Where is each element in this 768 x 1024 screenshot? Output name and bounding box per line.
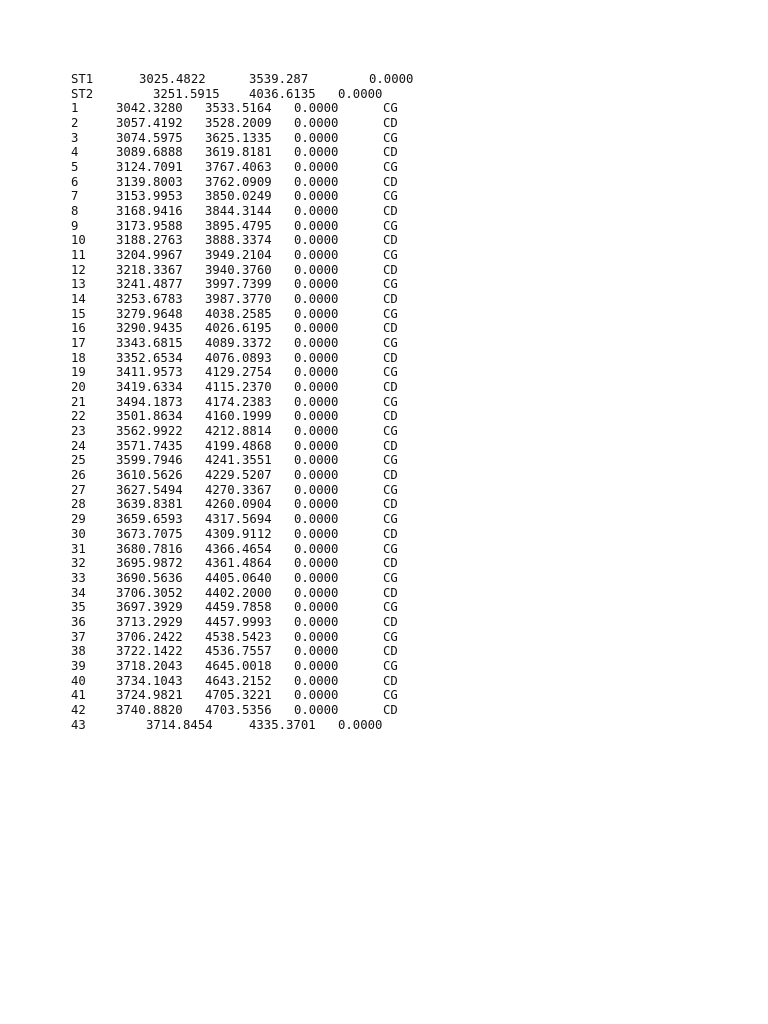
point-z: 0.0000 bbox=[294, 570, 339, 585]
point-code: CG bbox=[383, 101, 398, 116]
point-id: 5 bbox=[71, 160, 79, 175]
point-code: CG bbox=[383, 453, 398, 468]
point-y: 4260.0904 bbox=[205, 497, 272, 512]
point-z: 0.0000 bbox=[294, 688, 339, 703]
point-x: 3253.6783 bbox=[116, 292, 183, 307]
point-row bbox=[71, 336, 491, 351]
point-row bbox=[71, 277, 491, 292]
point-x: 3610.5626 bbox=[116, 468, 183, 483]
point-y: 3850.0249 bbox=[205, 189, 272, 204]
point-y: 4703.5356 bbox=[205, 702, 272, 717]
point-z: 0.0000 bbox=[294, 248, 339, 263]
point-x: 3706.2422 bbox=[116, 629, 183, 644]
point-code: CG bbox=[383, 365, 398, 380]
point-x: 3218.3367 bbox=[116, 262, 183, 277]
point-id: 40 bbox=[71, 673, 86, 688]
point-z: 0.0000 bbox=[294, 306, 339, 321]
point-id: 41 bbox=[71, 688, 86, 703]
point-y: 4076.0893 bbox=[205, 350, 272, 365]
point-z: 0.0000 bbox=[294, 585, 339, 600]
point-id: 23 bbox=[71, 424, 86, 439]
point-z: 0.0000 bbox=[294, 321, 339, 336]
point-code: CD bbox=[383, 644, 398, 659]
point-row bbox=[71, 703, 491, 718]
point-x: 3074.5975 bbox=[116, 130, 183, 145]
point-code: CD bbox=[383, 262, 398, 277]
point-row bbox=[71, 101, 491, 116]
point-code: CD bbox=[383, 585, 398, 600]
point-y: 4038.2585 bbox=[205, 306, 272, 321]
point-z: 0.0000 bbox=[294, 644, 339, 659]
point-y: 4212.8814 bbox=[205, 424, 272, 439]
point-id: 38 bbox=[71, 644, 86, 659]
point-y: 4459.7858 bbox=[205, 600, 272, 615]
point-x: 3124.7091 bbox=[116, 160, 183, 175]
point-x: 3713.2929 bbox=[116, 614, 183, 629]
point-code: CD bbox=[383, 556, 398, 571]
station-row bbox=[71, 72, 491, 87]
point-row bbox=[71, 674, 491, 689]
station-id: ST1 bbox=[71, 72, 94, 86]
point-z: 0.0000 bbox=[338, 717, 383, 732]
point-x: 3343.6815 bbox=[116, 336, 183, 351]
point-z: 0.0000 bbox=[294, 189, 339, 204]
point-id: 33 bbox=[71, 570, 86, 585]
point-id: 7 bbox=[71, 189, 79, 204]
point-code: CG bbox=[383, 482, 398, 497]
point-row bbox=[71, 131, 491, 146]
point-x: 3168.9416 bbox=[116, 204, 183, 219]
point-z: 0.0000 bbox=[294, 438, 339, 453]
station-x: 3251.5915 bbox=[153, 86, 220, 101]
point-row bbox=[71, 630, 491, 645]
point-row bbox=[71, 160, 491, 175]
point-code: CG bbox=[383, 512, 398, 527]
point-id: 2 bbox=[71, 116, 79, 131]
point-id: 18 bbox=[71, 350, 86, 365]
point-code: CG bbox=[383, 570, 398, 585]
point-x: 3680.7816 bbox=[116, 541, 183, 556]
point-row bbox=[71, 556, 491, 571]
point-id: 1 bbox=[71, 101, 79, 116]
point-code: CG bbox=[383, 541, 398, 556]
point-row bbox=[71, 497, 491, 512]
point-z: 0.0000 bbox=[294, 556, 339, 571]
point-z: 0.0000 bbox=[294, 409, 339, 424]
point-x: 3571.7435 bbox=[116, 438, 183, 453]
point-x: 3057.4192 bbox=[116, 116, 183, 131]
point-id: 6 bbox=[71, 174, 79, 189]
point-code: CG bbox=[383, 336, 398, 351]
point-x: 3042.3280 bbox=[116, 101, 183, 116]
point-y: 4317.5694 bbox=[205, 512, 272, 527]
point-x: 3724.9821 bbox=[116, 688, 183, 703]
point-row bbox=[71, 468, 491, 483]
point-code: CG bbox=[383, 394, 398, 409]
point-id: 28 bbox=[71, 497, 86, 512]
point-id: 3 bbox=[71, 130, 79, 145]
point-code: CG bbox=[383, 218, 398, 233]
point-y: 3895.4795 bbox=[205, 218, 272, 233]
point-y: 4705.3221 bbox=[205, 688, 272, 703]
point-id: 13 bbox=[71, 277, 86, 292]
point-z: 0.0000 bbox=[294, 336, 339, 351]
point-y: 4402.2000 bbox=[205, 585, 272, 600]
point-id: 19 bbox=[71, 365, 86, 380]
point-z: 0.0000 bbox=[294, 468, 339, 483]
point-z: 0.0000 bbox=[294, 380, 339, 395]
point-y: 4538.5423 bbox=[205, 629, 272, 644]
point-y: 4160.1999 bbox=[205, 409, 272, 424]
point-id: 29 bbox=[71, 512, 86, 527]
point-row bbox=[71, 409, 491, 424]
point-id: 30 bbox=[71, 526, 86, 541]
point-code: CG bbox=[383, 600, 398, 615]
point-row bbox=[71, 365, 491, 380]
point-code: CG bbox=[383, 306, 398, 321]
point-x: 3139.8003 bbox=[116, 174, 183, 189]
point-z: 0.0000 bbox=[294, 233, 339, 248]
point-x: 3722.1422 bbox=[116, 644, 183, 659]
point-x: 3279.9648 bbox=[116, 306, 183, 321]
point-z: 0.0000 bbox=[294, 262, 339, 277]
point-row bbox=[71, 380, 491, 395]
station-x: 3025.4822 bbox=[139, 72, 206, 86]
point-z: 0.0000 bbox=[294, 292, 339, 307]
point-y: 4361.4864 bbox=[205, 556, 272, 571]
point-row bbox=[71, 453, 491, 468]
point-z: 0.0000 bbox=[294, 204, 339, 219]
point-x: 3290.9435 bbox=[116, 321, 183, 336]
point-id: 11 bbox=[71, 248, 86, 263]
point-x: 3627.5494 bbox=[116, 482, 183, 497]
point-id: 17 bbox=[71, 336, 86, 351]
point-id: 4 bbox=[71, 145, 79, 160]
point-row bbox=[71, 307, 491, 322]
coordinate-listing bbox=[71, 72, 491, 732]
point-id: 35 bbox=[71, 600, 86, 615]
point-x: 3695.9872 bbox=[116, 556, 183, 571]
point-y: 4536.7557 bbox=[205, 644, 272, 659]
point-id: 15 bbox=[71, 306, 86, 321]
point-row bbox=[71, 688, 491, 703]
point-code: CD bbox=[383, 438, 398, 453]
point-code: CD bbox=[383, 497, 398, 512]
point-y: 4309.9112 bbox=[205, 526, 272, 541]
point-id: 16 bbox=[71, 321, 86, 336]
station-row bbox=[71, 87, 491, 102]
point-code: CD bbox=[383, 233, 398, 248]
point-z: 0.0000 bbox=[294, 394, 339, 409]
point-y: 3987.3770 bbox=[205, 292, 272, 307]
point-y: 4129.2754 bbox=[205, 365, 272, 380]
point-y: 4199.4868 bbox=[205, 438, 272, 453]
point-id: 36 bbox=[71, 614, 86, 629]
point-z: 0.0000 bbox=[294, 526, 339, 541]
point-row bbox=[71, 233, 491, 248]
point-code: CD bbox=[383, 409, 398, 424]
point-code: CD bbox=[383, 321, 398, 336]
point-code: CG bbox=[383, 130, 398, 145]
point-x: 3562.9922 bbox=[116, 424, 183, 439]
point-id: 9 bbox=[71, 218, 79, 233]
point-y: 4270.3367 bbox=[205, 482, 272, 497]
point-row bbox=[71, 263, 491, 278]
point-code: CD bbox=[383, 145, 398, 160]
point-z: 0.0000 bbox=[294, 160, 339, 175]
station-z: 0.0000 bbox=[338, 86, 383, 101]
point-row bbox=[71, 644, 491, 659]
point-code: CG bbox=[383, 424, 398, 439]
point-code: CD bbox=[383, 614, 398, 629]
point-x: 3188.2763 bbox=[116, 233, 183, 248]
point-y: 3888.3374 bbox=[205, 233, 272, 248]
point-x: 3740.8820 bbox=[116, 702, 183, 717]
point-x: 3241.4877 bbox=[116, 277, 183, 292]
point-z: 0.0000 bbox=[294, 600, 339, 615]
point-x: 3204.9967 bbox=[116, 248, 183, 263]
point-code: CD bbox=[383, 204, 398, 219]
point-z: 0.0000 bbox=[294, 218, 339, 233]
point-id: 27 bbox=[71, 482, 86, 497]
point-row bbox=[71, 542, 491, 557]
point-id: 20 bbox=[71, 380, 86, 395]
point-code: CG bbox=[383, 277, 398, 292]
point-id: 10 bbox=[71, 233, 86, 248]
point-id: 37 bbox=[71, 629, 86, 644]
point-row bbox=[71, 116, 491, 131]
point-x: 3089.6888 bbox=[116, 145, 183, 160]
point-x: 3599.7946 bbox=[116, 453, 183, 468]
point-code: CG bbox=[383, 658, 398, 673]
point-row bbox=[71, 571, 491, 586]
point-z: 0.0000 bbox=[294, 277, 339, 292]
point-z: 0.0000 bbox=[294, 629, 339, 644]
point-x: 3734.1043 bbox=[116, 673, 183, 688]
point-row bbox=[71, 189, 491, 204]
point-row bbox=[71, 204, 491, 219]
point-x: 3706.3052 bbox=[116, 585, 183, 600]
point-id: 34 bbox=[71, 585, 86, 600]
point-id: 39 bbox=[71, 658, 86, 673]
station-y: 4036.6135 bbox=[249, 86, 316, 101]
point-x: 3714.8454 bbox=[146, 717, 213, 732]
point-id: 43 bbox=[71, 717, 86, 732]
point-row bbox=[71, 439, 491, 454]
point-row bbox=[71, 659, 491, 674]
point-id: 21 bbox=[71, 394, 86, 409]
point-code: CG bbox=[383, 160, 398, 175]
point-row bbox=[71, 600, 491, 615]
point-z: 0.0000 bbox=[294, 145, 339, 160]
point-code: CD bbox=[383, 380, 398, 395]
point-row bbox=[71, 512, 491, 527]
station-y: 3539.287 bbox=[249, 72, 309, 86]
point-y: 4229.5207 bbox=[205, 468, 272, 483]
point-x: 3697.3929 bbox=[116, 600, 183, 615]
point-x: 3639.8381 bbox=[116, 497, 183, 512]
point-x: 3173.9588 bbox=[116, 218, 183, 233]
point-y: 3533.5164 bbox=[205, 101, 272, 116]
point-code: CD bbox=[383, 673, 398, 688]
point-code: CD bbox=[383, 174, 398, 189]
point-y: 4405.0640 bbox=[205, 570, 272, 585]
point-z: 0.0000 bbox=[294, 453, 339, 468]
point-x: 3718.2043 bbox=[116, 658, 183, 673]
point-z: 0.0000 bbox=[294, 130, 339, 145]
point-y: 3528.2009 bbox=[205, 116, 272, 131]
point-y: 4241.3551 bbox=[205, 453, 272, 468]
point-code: CD bbox=[383, 526, 398, 541]
point-z: 0.0000 bbox=[294, 673, 339, 688]
point-z: 0.0000 bbox=[294, 365, 339, 380]
point-row bbox=[71, 527, 491, 542]
point-y: 3949.2104 bbox=[205, 248, 272, 263]
point-z: 0.0000 bbox=[294, 702, 339, 717]
point-row bbox=[71, 219, 491, 234]
point-x: 3352.6534 bbox=[116, 350, 183, 365]
point-id: 14 bbox=[71, 292, 86, 307]
point-id: 32 bbox=[71, 556, 86, 571]
point-id: 22 bbox=[71, 409, 86, 424]
point-row bbox=[71, 351, 491, 366]
point-z: 0.0000 bbox=[294, 614, 339, 629]
last-point-row bbox=[71, 718, 491, 733]
point-y: 3625.1335 bbox=[205, 130, 272, 145]
point-x: 3153.9953 bbox=[116, 189, 183, 204]
point-code: CG bbox=[383, 248, 398, 263]
point-x: 3494.1873 bbox=[116, 394, 183, 409]
point-code: CG bbox=[383, 189, 398, 204]
point-y: 4457.9993 bbox=[205, 614, 272, 629]
point-code: CD bbox=[383, 468, 398, 483]
point-id: 25 bbox=[71, 453, 86, 468]
point-z: 0.0000 bbox=[294, 497, 339, 512]
point-list bbox=[71, 101, 491, 717]
point-row bbox=[71, 615, 491, 630]
point-row bbox=[71, 145, 491, 160]
point-x: 3673.7075 bbox=[116, 526, 183, 541]
point-id: 12 bbox=[71, 262, 86, 277]
point-id: 8 bbox=[71, 204, 79, 219]
point-row bbox=[71, 424, 491, 439]
point-row bbox=[71, 175, 491, 190]
point-code: CG bbox=[383, 629, 398, 644]
point-z: 0.0000 bbox=[294, 541, 339, 556]
point-row bbox=[71, 321, 491, 336]
point-z: 0.0000 bbox=[294, 512, 339, 527]
point-id: 42 bbox=[71, 702, 86, 717]
point-code: CD bbox=[383, 350, 398, 365]
point-z: 0.0000 bbox=[294, 482, 339, 497]
point-row bbox=[71, 395, 491, 410]
point-code: CD bbox=[383, 116, 398, 131]
point-y: 4645.0018 bbox=[205, 658, 272, 673]
point-id: 26 bbox=[71, 468, 86, 483]
point-z: 0.0000 bbox=[294, 658, 339, 673]
point-y: 4115.2370 bbox=[205, 380, 272, 395]
point-z: 0.0000 bbox=[294, 101, 339, 116]
point-y: 3762.0909 bbox=[205, 174, 272, 189]
point-x: 3501.8634 bbox=[116, 409, 183, 424]
point-y: 4643.2152 bbox=[205, 673, 272, 688]
point-id: 24 bbox=[71, 438, 86, 453]
point-y: 3997.7399 bbox=[205, 277, 272, 292]
point-y: 3767.4063 bbox=[205, 160, 272, 175]
point-code: CD bbox=[383, 292, 398, 307]
point-x: 3659.6593 bbox=[116, 512, 183, 527]
point-code: CG bbox=[383, 688, 398, 703]
point-row bbox=[71, 292, 491, 307]
point-y: 3940.3760 bbox=[205, 262, 272, 277]
point-row bbox=[71, 586, 491, 601]
point-row bbox=[71, 483, 491, 498]
point-row bbox=[71, 248, 491, 263]
point-y: 4174.2383 bbox=[205, 394, 272, 409]
station-id: ST2 bbox=[71, 86, 94, 101]
point-z: 0.0000 bbox=[294, 174, 339, 189]
point-y: 4089.3372 bbox=[205, 336, 272, 351]
point-y: 4335.3701 bbox=[249, 717, 316, 732]
point-id: 31 bbox=[71, 541, 86, 556]
station-z: 0.0000 bbox=[369, 72, 414, 86]
point-y: 4366.4654 bbox=[205, 541, 272, 556]
point-x: 3690.5636 bbox=[116, 570, 183, 585]
point-z: 0.0000 bbox=[294, 350, 339, 365]
point-x: 3411.9573 bbox=[116, 365, 183, 380]
point-y: 4026.6195 bbox=[205, 321, 272, 336]
point-y: 3844.3144 bbox=[205, 204, 272, 219]
point-y: 3619.8181 bbox=[205, 145, 272, 160]
point-z: 0.0000 bbox=[294, 424, 339, 439]
point-code: CD bbox=[383, 702, 398, 717]
point-x: 3419.6334 bbox=[116, 380, 183, 395]
point-z: 0.0000 bbox=[294, 116, 339, 131]
